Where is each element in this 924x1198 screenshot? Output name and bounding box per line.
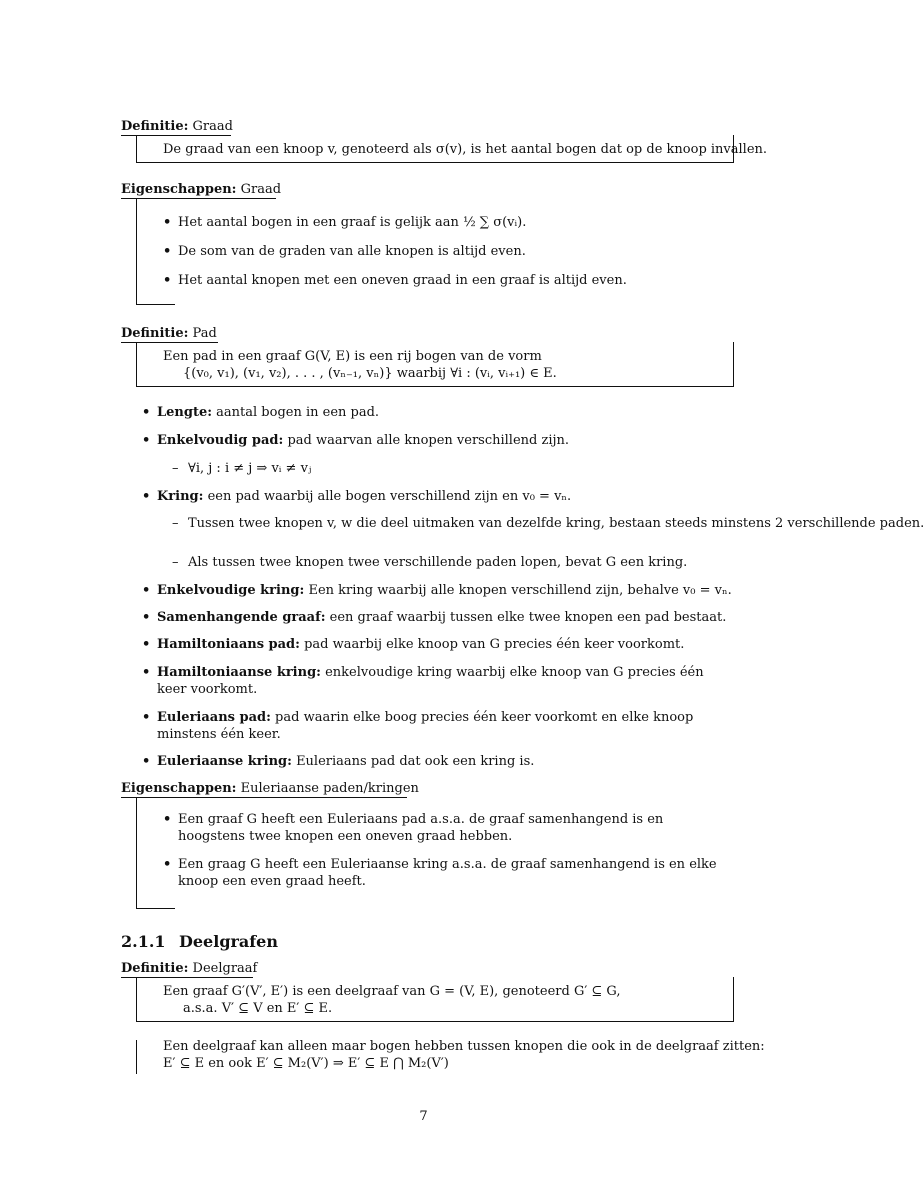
properties-bracket-bottom xyxy=(136,908,175,909)
bullet-icon: • xyxy=(142,710,151,725)
term-item: • Hamiltoniaanse kring: enkelvoudige kring waarbij elke knoop van G precies één keer voorkomt. xyxy=(142,665,704,697)
term-item: • Euleriaanse kring: Euleriaans pad dat ook een kring is. xyxy=(142,754,535,769)
label-kind: Definitie: xyxy=(121,326,189,341)
definition-bracket-bottom xyxy=(136,1021,734,1022)
definition-line-1: Een pad in een graaf G(V, E) is een rij bogen van de vorm xyxy=(163,349,542,364)
definition-label-graad xyxy=(121,118,233,135)
property-item: • Een graaf G heeft een Euleriaans pad a.s.a. de graaf samenhangend is en hoogstens twee knopen een oneven graad hebben. xyxy=(163,812,664,844)
sub-item: – Tussen twee knopen v, w die deel uitmaken van dezelfde kring, bestaan steeds minstens 2 verschillende paden. xyxy=(172,516,924,531)
label-kind: Eigenschappen: xyxy=(121,182,237,197)
remark-line-2: E′ ⊆ E en ook E′ ⊆ M₂(V′) ⇒ E′ ⊆ E ⋂ M₂(V′) xyxy=(163,1056,449,1071)
definition-bracket-right xyxy=(733,977,734,1022)
label-name: Deelgraaf xyxy=(192,961,258,976)
sub-item: – Als tussen twee knopen twee verschillende paden lopen, bevat G een kring. xyxy=(172,555,688,570)
bullet-icon: • xyxy=(163,215,172,230)
term-item: • Samenhangende graaf: een graaf waarbij tussen elke twee knopen een pad bestaat. xyxy=(142,610,727,625)
label-name: Graad xyxy=(240,182,282,197)
bullet-icon: • xyxy=(142,637,151,652)
label-name: Pad xyxy=(192,326,217,341)
section-number: 2.1.1 xyxy=(121,932,166,951)
label-kind: Eigenschappen: xyxy=(121,781,237,796)
label-underline xyxy=(121,797,407,798)
definition-text-pad xyxy=(163,348,557,382)
property-item: • Het aantal knopen met een oneven graad in een graaf is altijd even. xyxy=(163,273,627,288)
label-underline xyxy=(121,135,231,136)
term-item: • Enkelvoudige kring: Een kring waarbij alle knopen verschillend zijn, behalve v₀ = vₙ. xyxy=(142,583,732,598)
label-name: Euleriaanse paden/kringen xyxy=(240,781,419,796)
definition-bracket-left xyxy=(136,135,137,163)
bullet-icon: • xyxy=(163,857,172,872)
bullet-icon: • xyxy=(142,583,151,598)
bullet-icon: • xyxy=(142,754,151,769)
definition-text-graad: De graad van een knoop v, genoteerd als σ(v), is het aantal bogen dat op de knoop invallen. xyxy=(163,142,768,157)
bullet-icon: • xyxy=(163,812,172,827)
term-item: • Enkelvoudig pad: pad waarvan alle knopen verschillend zijn. xyxy=(142,433,570,448)
label-kind: Definitie: xyxy=(121,119,189,134)
definition-label-pad xyxy=(121,325,217,342)
bullet-icon: • xyxy=(142,665,151,680)
properties-bracket-left xyxy=(136,198,137,304)
properties-bracket-left xyxy=(136,797,137,909)
term-item: • Hamiltoniaans pad: pad waarbij elke knoop van G precies één keer voorkomt. xyxy=(142,637,685,652)
term-item: • Lengte: aantal bogen in een pad. xyxy=(142,405,380,420)
properties-bracket-bottom xyxy=(136,304,175,305)
label-name: Graad xyxy=(192,119,233,134)
bullet-icon: • xyxy=(142,433,151,448)
properties-label-euler xyxy=(121,780,419,797)
bullet-icon: • xyxy=(163,244,172,259)
property-item: • Een graag G heeft een Euleriaanse kring a.s.a. de graaf samenhangend is en elke knoop een even graad heeft. xyxy=(163,857,717,889)
definition-bracket-left xyxy=(136,342,137,387)
page-number: 7 xyxy=(419,1109,428,1124)
label-underline xyxy=(121,198,276,199)
remark-bar xyxy=(136,1040,137,1074)
definition-bracket-bottom xyxy=(136,386,734,387)
remark-line-1: Een deelgraaf kan alleen maar bogen hebben tussen knopen die ook in de deelgraaf zitten: xyxy=(163,1039,765,1054)
definition-text-deelgraaf xyxy=(163,983,621,1017)
label-kind: Definitie: xyxy=(121,961,189,976)
sub-item: – ∀i, j : i ≠ j ⇒ vᵢ ≠ vⱼ xyxy=(172,461,312,476)
section-heading xyxy=(121,933,278,950)
definition-line-2: a.s.a. V′ ⊆ V en E′ ⊆ E. xyxy=(183,1001,333,1016)
dash-marker: – xyxy=(172,461,179,476)
bullet-icon: • xyxy=(142,610,151,625)
definition-line-1: Een graaf G′(V′, E′) is een deelgraaf van G = (V, E), genoteerd G′ ⊆ G, xyxy=(163,984,621,999)
definition-bracket-right xyxy=(733,342,734,387)
term-item: • Kring: een pad waarbij alle bogen verschillend zijn en v₀ = vₙ. xyxy=(142,489,572,504)
bullet-icon: • xyxy=(163,273,172,288)
section-title: Deelgrafen xyxy=(179,932,278,951)
definition-bracket-bottom xyxy=(136,162,734,163)
bullet-icon: • xyxy=(142,405,151,420)
remark-text xyxy=(163,1038,765,1072)
definition-bracket-left xyxy=(136,977,137,1022)
property-item: • Het aantal bogen in een graaf is gelijk aan ½ ∑ σ(vᵢ). xyxy=(163,215,527,230)
term-item: • Euleriaans pad: pad waarin elke boog precies één keer voorkomt en elke knoop minstens één keer. xyxy=(142,710,694,742)
bullet-icon: • xyxy=(142,489,151,504)
dash-marker: – xyxy=(172,555,179,570)
definition-line-2: {(v₀, v₁), (v₁, v₂), . . . , (vₙ₋₁, vₙ)} waarbij ∀i : (vᵢ, vᵢ₊₁) ∈ E. xyxy=(183,366,557,381)
dash-marker: – xyxy=(172,516,179,531)
label-underline xyxy=(121,977,253,978)
properties-label-graad xyxy=(121,181,281,198)
definition-label-deelgraaf xyxy=(121,960,257,977)
property-item: • De som van de graden van alle knopen is altijd even. xyxy=(163,244,526,259)
